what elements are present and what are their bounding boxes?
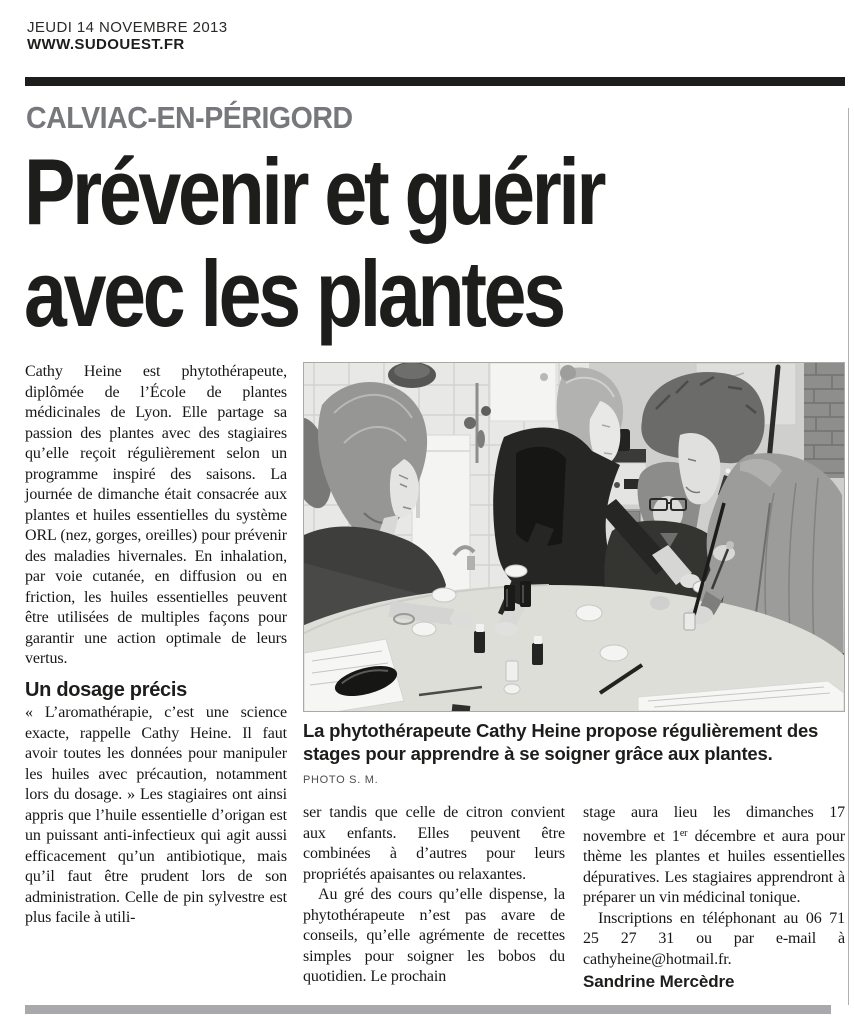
- headline: [24, 141, 603, 345]
- column-middle: [303, 803, 565, 993]
- right-area: [303, 362, 845, 993]
- page-right-rule: [848, 108, 849, 1005]
- photo-credit: PHOTO S. M.: [303, 774, 379, 786]
- footer-rule: [25, 1005, 831, 1014]
- article-body: [25, 362, 847, 993]
- right-paragraph-1-start: stage aura lieu les dimanches 17 novembre et 1: [583, 804, 845, 845]
- kicker: CALVIAC-EN-PÉRIGORD: [26, 100, 353, 135]
- article-photo: [304, 363, 844, 711]
- ordinal-superscript: er: [679, 827, 688, 839]
- dosage-paragraph: « L’aromathérapie, c’est une science exacte, rappelle Cathy Heine. Il faut avoir toutes les données pour manipuler les huiles avec précaution, notamment lors du dosage. » Les stagiaires ont ainsi appris que l’huile essentielle d’origan est un puissant anti-infectieux qui agit aussi efficacement qu’un antibiotique, mais qu’il faut être prudent lors de son administration. Celle de pin sylvestre est plus facile à utili-: [25, 704, 287, 926]
- issue-date: JEUDI 14 NOVEMBRE 2013: [27, 19, 228, 36]
- top-rule: [25, 77, 845, 86]
- subhead-dosage: Un dosage précis: [25, 678, 187, 701]
- headline-line-1: Prévenir et guérir: [24, 139, 604, 244]
- photo-figure: [303, 362, 845, 712]
- column-right: [583, 803, 845, 993]
- bottom-columns: [303, 803, 845, 993]
- intro-paragraph: Cathy Heine est phytothérapeute, diplômée de l’École de plantes médicinales de Lyon. Elle partage sa passion des plantes avec des stagiaires qu’elle reçoit régulièrement selon un programme inspiré des saisons. La journée de dimanche était consacrée aux plantes et huiles essentielles du système ORL (nez, gorges, oreilles) pour prévenir des maladies hivernales. En inhalation, par voie cutanée, en diffusion ou en friction, les huiles essentielles peuvent être utilisées de multiples façons pour garantir une action optimale de leurs vertus.: [25, 363, 287, 667]
- right-paragraph-1: [583, 803, 845, 909]
- right-paragraph-2: Inscriptions en téléphonant au 06 71 25 27 31 ou par e-mail à cathyheine@hotmail.fr.: [583, 909, 845, 968]
- middle-paragraph-1: ser tandis que celle de citron convient aux enfants. Elles peuvent être combinées à d’autres pour leurs propriétés apaisantes ou relaxantes.: [303, 804, 565, 883]
- photo-caption: [303, 719, 845, 792]
- photo-caption-text: La phytothérapeute Cathy Heine propose régulièrement des stages pour apprendre à se soigner grâce aux plantes.: [303, 720, 819, 764]
- masthead: [27, 19, 228, 53]
- column-gutter: [565, 803, 583, 993]
- author-signature: Sandrine Mercèdre: [583, 972, 735, 991]
- right-paragraph-1-end: décembre et aura pour thème les plantes et huiles essentielles dépuratives. Les stagiaires apprendront à préparer un vin médicinal tonique.: [583, 827, 845, 906]
- middle-paragraph-2: Au gré des cours qu’elle dispense, la phytothérapeute n’est pas avare de conseils, qu’elle agrémente de recettes simples pour soigner les bobos du quotidien. Le prochain: [303, 886, 565, 985]
- headline-line-2: avec les plantes: [24, 241, 563, 346]
- left-column: [25, 362, 287, 993]
- site-url: WWW.SUDOUEST.FR: [27, 36, 185, 53]
